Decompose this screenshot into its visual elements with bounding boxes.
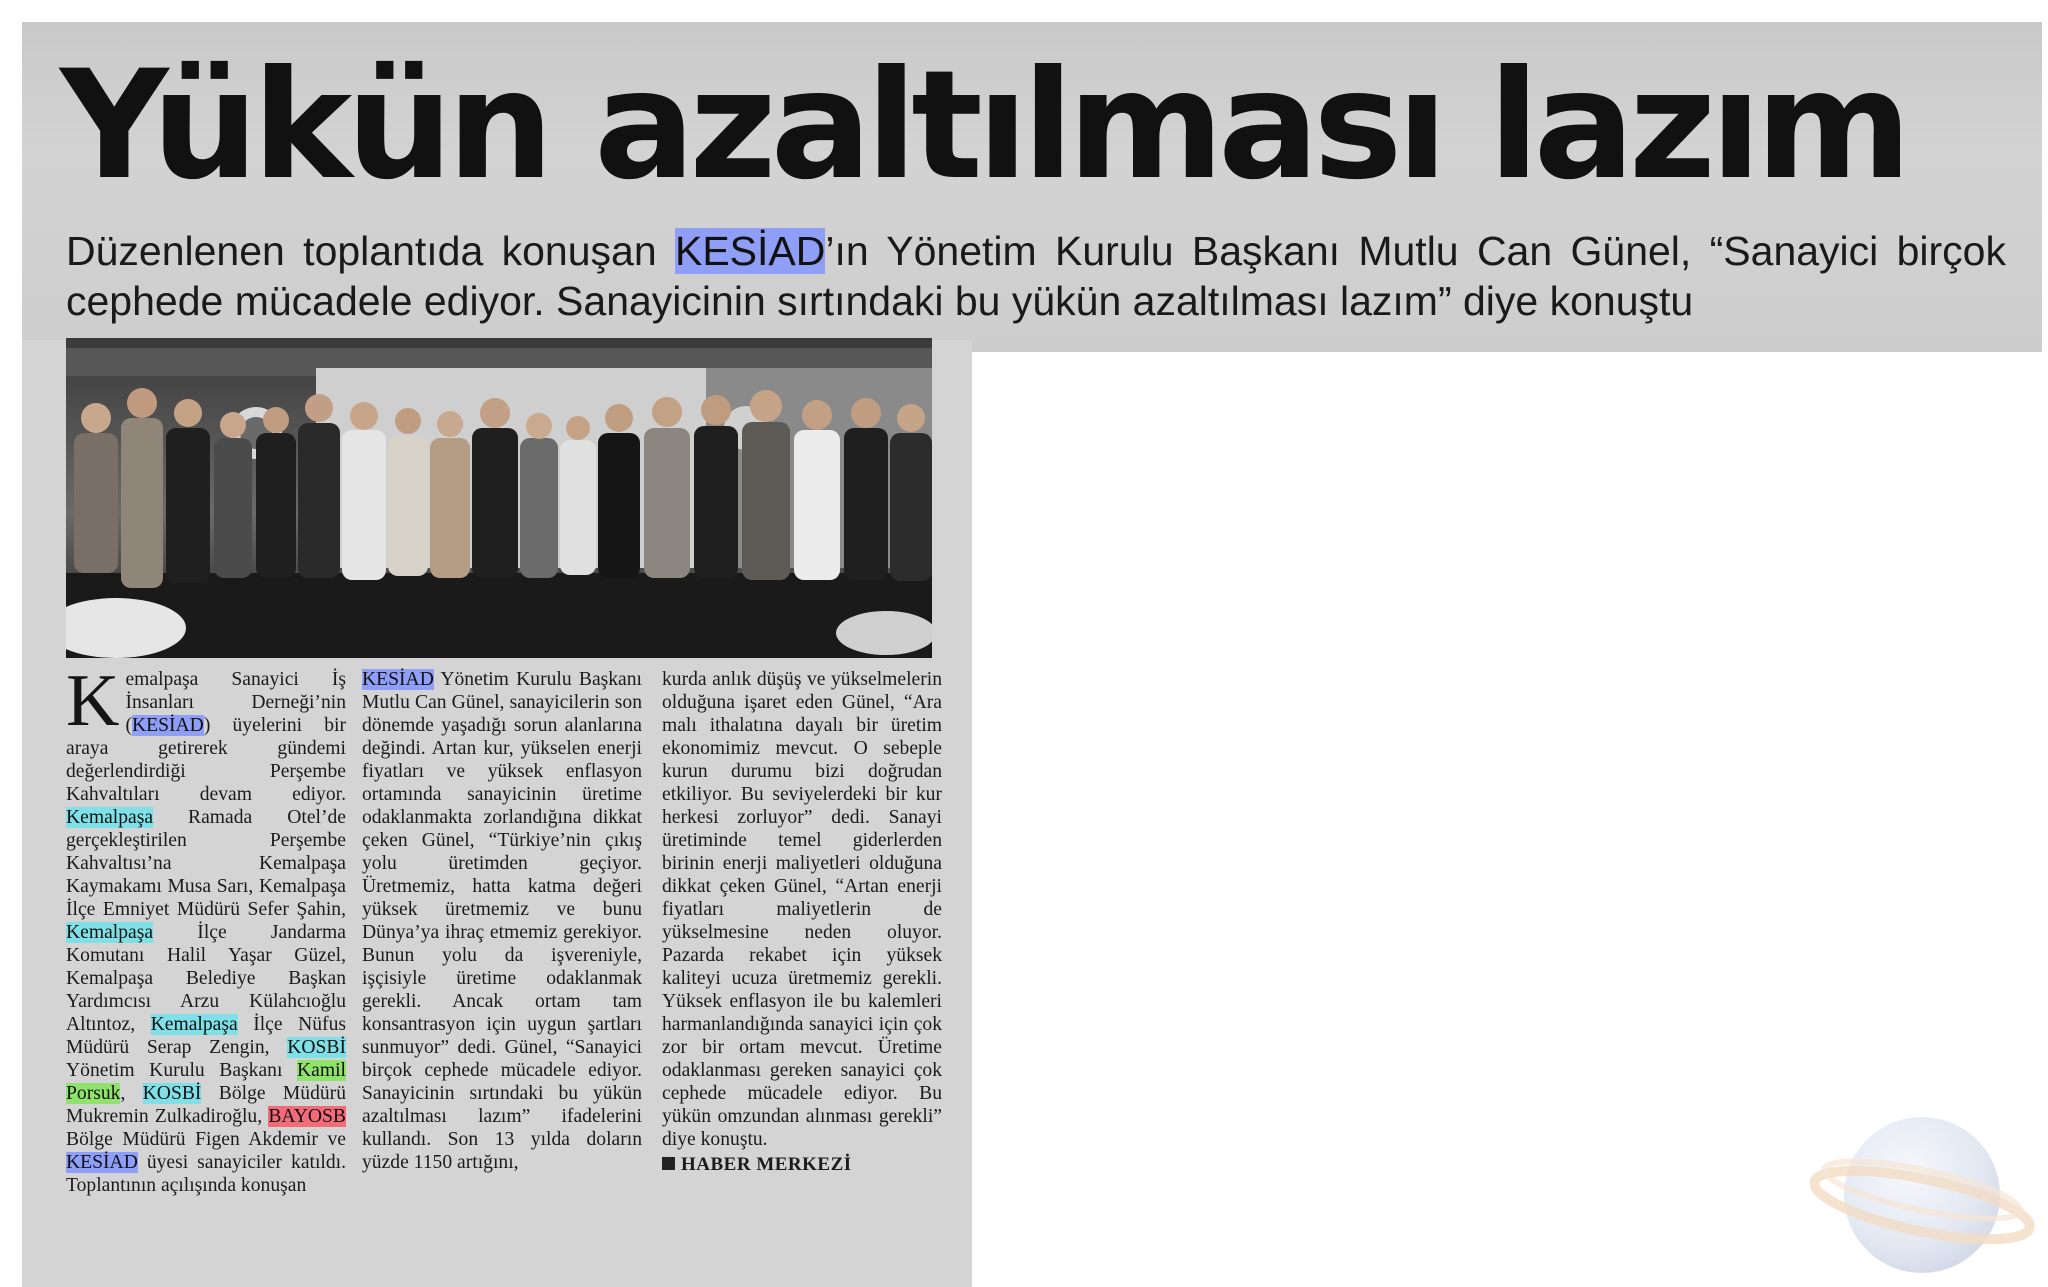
highlight-kemalpasa: Kemalpaşa: [66, 922, 154, 943]
col1-text-6: Yönetim Kurulu Başkanı: [66, 1060, 298, 1081]
article-body: [66, 660, 942, 1268]
highlight-kosbi: KOSBİ: [287, 1037, 346, 1058]
drop-cap: K: [66, 660, 120, 742]
highlight-kosbi: KOSBİ: [142, 1083, 202, 1104]
planet-watermark-icon: [1810, 1095, 2035, 1275]
col1-text-5: İlçe Nüfus Müdürü Serap Zengin,: [66, 1014, 346, 1058]
column-2-paragraph: [362, 668, 642, 1174]
column-3-paragraph: kurda anlık düşüş ve yükselmelerin olduğuna işaret eden Günel, “Ara malı ithalatına dayalı bir üretim ekonomimiz mevcut. O sebeple kurun durumu bizi doğrudan etkiliyor. Bu seviyelerdeki bir kur herkesi zorluyor” dedi. Sanayi üretiminde temel giderlerden birinin enerji maliyetleri olduğuna dikkat çeken Günel, “Artan enerji fiyatları maliyetlerin de yükselmesine neden oluyor. Pazarda rekabet için yüksek kaliteyi ucuza üretmemiz gerekli. Yüksek enflasyon ile bu kalemleri harmanlandığında sanayici için çok zor bir ortam mevcut. Üretime odaklanması gereken sanayici çok cephede mücadele ediyor. Bu yükün omzundan alınması gerekli” diye konuştu.: [662, 669, 942, 1150]
byline: [662, 1153, 942, 1176]
highlight-kesiad: KESİAD: [362, 669, 434, 690]
col1-text-3: Ramada Otel’de gerçekleştirilen Perşembe Kahvaltısı’na Kemalpaşa Kaymakamı Musa Sarı, Kemalpaşa İlçe Emniyet Müdürü Sefer Şahin,: [66, 807, 346, 920]
col1-text-10: üyesi sanayiciler katıldı. Toplantının açılışında konuşan: [66, 1152, 346, 1196]
headline: Yükün azaltılması lazım: [60, 39, 1906, 213]
article-column-1: [66, 660, 346, 1197]
article-column-2: [362, 668, 642, 1174]
col1-text-2: ) üyelerini bir araya getirerek gündemi değerlendirdiği Perşembe Kahvaltıları devam ediyor.: [66, 715, 346, 805]
group-photo: [66, 338, 932, 658]
highlight-kesiad: KESİAD: [66, 1152, 138, 1173]
article-column-3: [662, 668, 942, 1176]
col1-text-1: emalpaşa Sanayici İş İnsanları Derneği’nin (: [125, 669, 346, 736]
highlight-kamil-porsuk: Kamil Porsuk: [66, 1060, 346, 1104]
col1-text-4: İlçe Jandarma Komutanı Halil Yaşar Güzel, Kemalpaşa Belediye Başkan Yardımcısı Arzu Külahcıoğlu Altıntoz,: [66, 922, 346, 1035]
group-photo-image: [66, 338, 932, 658]
col1-text-9: Bölge Müdürü Figen Akdemir ve: [66, 1129, 346, 1150]
highlight-kemalpasa: Kemalpaşa: [150, 1014, 238, 1035]
deck: [66, 226, 2018, 326]
deck-highlight-kesiad: KESİAD: [674, 228, 826, 274]
column-1-paragraph: [66, 660, 346, 1197]
col1-text-7: ,: [120, 1083, 143, 1104]
byline-text: HABER MERKEZİ: [681, 1154, 852, 1175]
deck-text-before: Düzenlenen toplantıda konuşan: [66, 228, 675, 274]
deck-text-after: ’ın Yönetim Kurulu Başkanı Mutlu Can Günel, “Sanayici birçok cephede mücadele ediyor. Sanayicinin sırtındaki bu yükün azaltılması lazım” diye konuştu: [66, 228, 2018, 324]
highlight-bayosb: BAYOSB: [268, 1106, 346, 1127]
byline-square-icon: [662, 1157, 675, 1170]
col1-text-8: Bölge Müdürü Mukremin Zulkadiroğlu,: [66, 1083, 346, 1127]
highlight-kemalpasa: Kemalpaşa: [66, 807, 154, 828]
col2-text: Yönetim Kurulu Başkanı Mutlu Can Günel, sanayicilerin son dönemde yaşadığı sorun alanlarına değindi. Artan kur, yükselen enerji fiyatları ve yüksek enflasyon ortamında sanayicinin üretime odaklanmakta zorlandığına dikkat çeken Günel, “Türkiye’nin çıkış yolu üretimden geçiyor. Üretmemiz, hatta katma değeri yüksek üretmemiz ve bunu Dünya’ya ihraç etmemiz gerekiyor. Bunun yolu da işvereniyle, işçisiyle üretime odaklanmak gerekli. Ancak ortam tam konsantrasyon için uygun şartları sunmuyor” dedi. Günel, “Sanayici birçok cephede mücadele ediyor. Sanayicinin sırtındaki bu yükün azaltılması lazım” ifadelerini kullandı. Son 13 yılda doların yüzde 1150 artığını,: [362, 669, 642, 1173]
highlight-kesiad: KESİAD: [131, 715, 204, 736]
